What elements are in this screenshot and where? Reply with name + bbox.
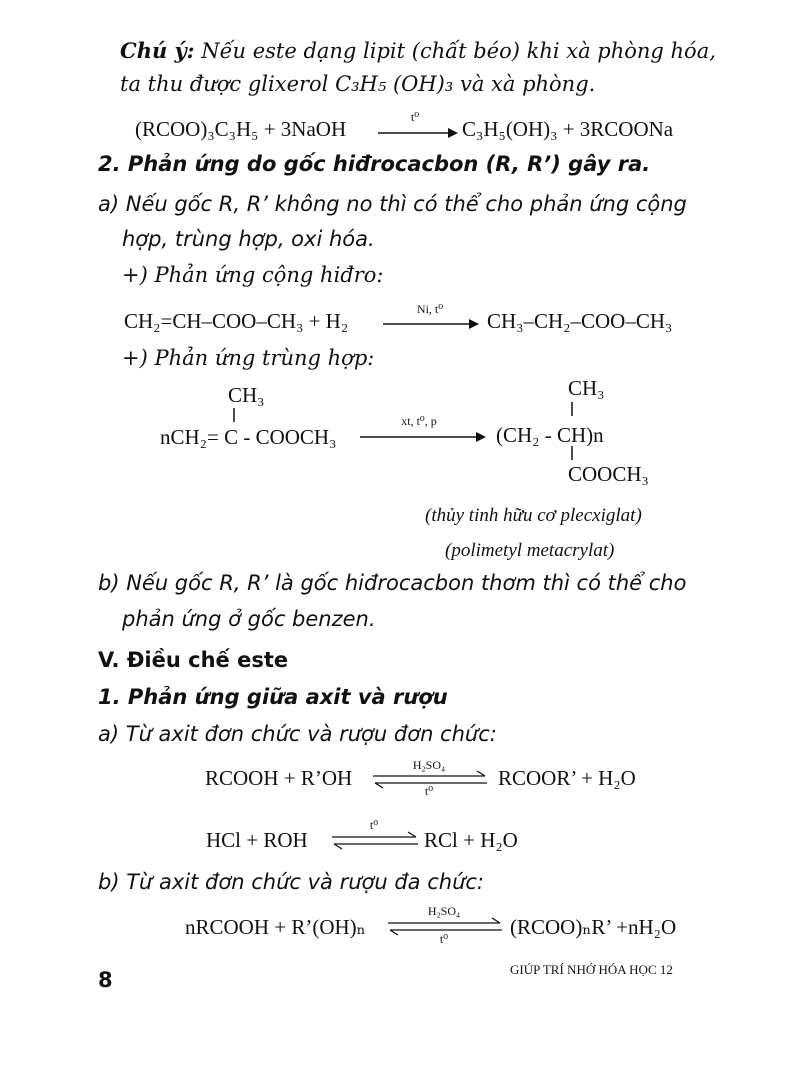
esterification-left: RCOOH + R’OH <box>205 766 353 790</box>
product-name-2: (polimetyl metacrylat) <box>445 540 615 561</box>
product-name-1: (thủy tinh hữu cơ plecxiglat) <box>425 505 642 526</box>
polymer-chain-formula: (CH₂ - CH)n <box>496 423 604 447</box>
hcl-reaction-right: RCl + H₂O <box>424 828 518 852</box>
page-number: 8 <box>98 968 113 992</box>
note-line-2: ta thu được glixerol C₃H₅ (OH)₃ và xà phòng. <box>120 72 596 96</box>
monomer-methyl-group: CH₃ <box>228 383 265 407</box>
section-2b-line-2: phản ứng ở gốc benzen. <box>122 607 376 631</box>
polyol-esterification-left: nRCOOH + R’(OH)ₙ <box>185 915 366 939</box>
section-5a-label: a) Từ axit đơn chức và rượu đơn chức: <box>98 722 497 746</box>
section-2a-line-1: a) Nếu gốc R, R’ không no thì có thể cho phản ứng cộng <box>98 192 687 216</box>
polyol-esterification-catalyst: H₂SO₄ <box>427 904 461 918</box>
hydrogenation-right: CH₃–CH₂–COO–CH₃ <box>487 309 673 333</box>
saponification-right: C₃H₅(OH)₃ + 3RCOONa <box>462 117 674 141</box>
hcl-reaction-left: HCl + ROH <box>206 828 308 852</box>
bond-line <box>571 446 575 462</box>
section-2-heading: 2. Phản ứng do gốc hiđrocacbon (R, R’) gây ra. <box>98 152 651 176</box>
esterification-right: RCOOR’ + H₂O <box>498 766 636 790</box>
reaction-arrow <box>378 127 460 139</box>
polymer-methyl-group: CH₃ <box>568 376 605 400</box>
equilibrium-arrow <box>332 834 420 848</box>
esterification-catalyst: H₂SO₄ <box>412 758 446 772</box>
bond-line <box>233 408 237 424</box>
polymerization-condition: xt, t⁰, p <box>401 414 437 428</box>
section-2b-line-1: b) Nếu gốc R, R’ là gốc hiđrocacbon thơm thì có thể cho <box>98 571 687 595</box>
monomer-formula: nCH₂= C - COOCH₃ <box>160 425 337 449</box>
note-line-1 <box>120 38 716 63</box>
reaction-arrow <box>383 318 481 330</box>
note-label: Chú ý: <box>120 38 195 63</box>
saponification-condition: t⁰ <box>410 110 420 124</box>
hydrogenation-condition: Ni, t⁰ <box>416 302 444 316</box>
book-title: GIÚP TRÍ NHỚ HÓA HỌC 12 <box>510 962 673 977</box>
polymer-label: +) Phản ứng trùng hợp: <box>122 346 375 370</box>
reaction-arrow <box>360 431 488 443</box>
hydrogenation-left: CH₂=CH–COO–CH₃ + H₂ <box>124 309 349 333</box>
addition-label: +) Phản ứng cộng hiđro: <box>122 263 384 287</box>
bond-line <box>571 402 575 418</box>
esterification-temperature: t⁰ <box>424 784 434 798</box>
section-5b-label: b) Từ axit đơn chức và rượu đa chức: <box>98 870 485 894</box>
hcl-reaction-condition: t⁰ <box>369 818 379 832</box>
saponification-left: (RCOO)₃C₃H₅ + 3NaOH <box>135 117 347 141</box>
polymer-ester-group: COOCH₃ <box>568 462 649 486</box>
section-2a-line-2: hợp, trùng hợp, oxi hóa. <box>122 227 375 251</box>
polyol-esterification-right: (RCOO)ₙR’ +nH₂O <box>510 915 677 939</box>
note-text-1: Nếu este dạng lipit (chất béo) khi xà phòng hóa, <box>201 39 716 63</box>
section-5-1-heading: 1. Phản ứng giữa axit và rượu <box>98 685 448 709</box>
section-5-heading: V. Điều chế este <box>98 648 289 672</box>
polyol-esterification-temperature: t⁰ <box>439 932 449 946</box>
